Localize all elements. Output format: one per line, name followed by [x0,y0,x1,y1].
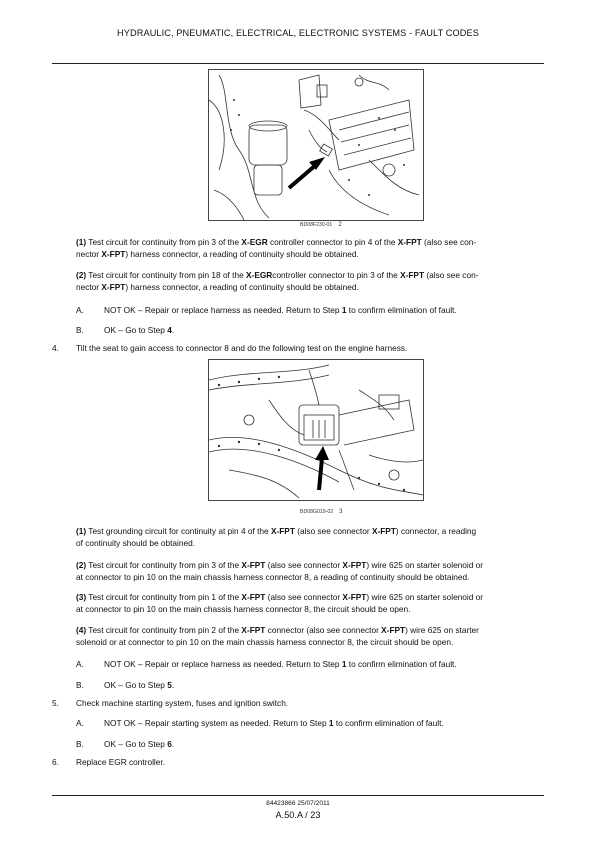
test-paragraph: (2) Test circuit for continuity from pin 18 of the X-EGRcontroller connector to pin 3 of the X-FPT (also see con- nector X-FPT) harness connector, a reading of continuity should be obtained. [76,270,479,292]
test-paragraph: (4) Test circuit for continuity from pin 2 of the X-FPT connector (also see connector X-FPT) wire 625 on starter solenoid or at connector to pin 10 on the main chassis harness connector 8, the circuit should be open. [76,625,479,647]
step-text: Tilt the seat to gain access to connector 8 and do the following test on the engine harness. [76,343,408,353]
step-text: Replace EGR controller. [76,757,166,767]
outcome-mark: B. [76,739,84,749]
outcome-mark: B. [76,680,84,690]
figure-egr-connector-photo [208,69,424,221]
step-number: 5. [52,698,59,708]
step-number: 4. [52,343,59,353]
outcome-mark: A. [76,659,84,669]
figure-code: BD08G019-02 [300,509,334,515]
outcome-mark: B. [76,325,84,335]
figure-caption [300,222,342,228]
pointer-arrow-icon [315,446,329,490]
test-paragraph: (2) Test circuit for continuity from pin 3 of the X-FPT (also see connector X-FPT) wire 625 on starter solenoid or at connector to pin 10 on the main chassis harness connector 8, a reading of continuity should be obtained. [76,560,484,582]
engine-line-drawing [209,70,423,220]
figure-code: BD08F230-01 [300,222,333,228]
outcome-mark: A. [76,718,84,728]
footer-doc-id: 84423866 25/07/2011 [266,800,330,807]
figure-connector-8-photo [208,359,424,501]
figure-number: 2 [338,222,342,228]
outcome-mark: A. [76,305,84,315]
outcome-text: OK – Go to Step 4. [104,325,175,335]
outcome-text: NOT OK – Repair or replace harness as needed. Return to Step 1 to confirm elimination of fault. [104,659,457,669]
test-paragraph: (3) Test circuit for continuity from pin 1 of the X-FPT (also see connector X-FPT) wire 625 on starter solenoid or at connector to pin 10 on the main chassis harness connector 8, the circuit should be open. [76,592,484,614]
outcome-text: OK – Go to Step 6. [104,739,175,749]
harness-line-drawing [209,360,423,500]
header-rule [52,63,544,64]
figure-number: 3 [339,509,343,515]
page-header-title: HYDRAULIC, PNEUMATIC, ELECTRICAL, ELECTRONIC SYSTEMS - FAULT CODES [117,28,479,38]
pointer-arrow-icon [289,157,325,188]
outcome-text: NOT OK – Repair or replace harness as needed. Return to Step 1 to confirm elimination of fault. [104,305,457,315]
step-text: Check machine starting system, fuses and ignition switch. [76,698,289,708]
outcome-text: NOT OK – Repair starting system as needed. Return to Step 1 to confirm elimination of fault. [104,718,444,728]
footer-rule [52,795,544,796]
outcome-text: OK – Go to Step 5. [104,680,175,690]
test-paragraph: (1) Test grounding circuit for continuity at pin 4 of the X-FPT (also see connector X-FPT) connector, a reading of continuity should be obtained. [76,526,477,548]
step-number: 6. [52,757,59,767]
figure-caption [300,509,343,515]
test-paragraph: (1) Test circuit for continuity from pin 3 of the X-EGR controller connector to pin 4 of the X-FPT (also see con- nector X-FPT) harness connector, a reading of continuity should be obtained. [76,237,477,259]
footer-page-number: A.50.A / 23 [275,810,321,820]
